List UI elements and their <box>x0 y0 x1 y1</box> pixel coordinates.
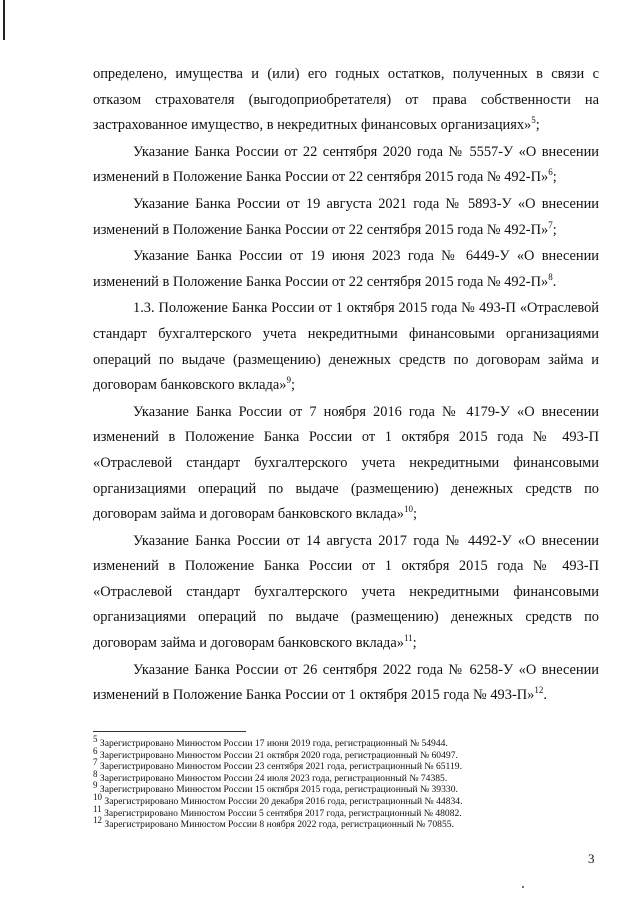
footnote-7: $^7$ Зарегистрировано Минюстом России 23 сентября 2021 года, регистрационный № 65119. <box>93 757 462 773</box>
scan-edge-line <box>3 0 5 40</box>
footnote-6: $^6$ Зарегистрировано Минюстом России 21 октября 2020 года, регистрационный № 60497. <box>93 745 458 761</box>
footnote-9: $^9$ Зарегистрировано Минюстом России 15 октября 2015 года, регистрационный № 39330. <box>93 780 458 796</box>
footnotes <box>93 733 599 831</box>
scan-speck <box>522 886 524 888</box>
footnote-12: $^{12}$ Зарегистрировано Минюстом России 8 ноября 2022 года, регистрационный № 70855. <box>93 814 454 831</box>
document-body <box>93 62 599 709</box>
paragraph-ukazanie-6449: Указание Банка России от 19 июня 2023 года № 6449-У «О внесении изменений в Положение Банка России от 22 сентября 2015 года № 492-П»$^8$. <box>93 248 599 290</box>
footnote-8: $^8$ Зарегистрировано Минюстом России 24 июля 2023 года, регистрационный № 74385. <box>93 768 448 784</box>
paragraph-ukazanie-4179: Указание Банка России от 7 ноября 2016 года № 4179-У «О внесении изменений в Положение Банка России от 1 октября 2015 года № 493-П «Отраслевой стандарт бухгалтерского учета некредитными финансовыми организациями операций по выдаче (размещению) денежных средств по договорам займа и договорам банковского вклада»$^{10}$; <box>93 403 599 523</box>
paragraph-item-1-3: 1.3. Положение Банка России от 1 октября 2015 года № 493-П «Отраслевой стандарт бухгалтерского учета некредитными финансовыми организациями операций по выдаче (размещению) денежных средств по договорам займа и договорам банковского вклада»$^9$; <box>93 300 599 394</box>
footnote-5: $^5$ Зарегистрировано Минюстом России 17 июня 2019 года, регистрационный № 54944. <box>93 733 448 749</box>
paragraph-ukazanie-4492: Указание Банка России от 14 августа 2017 года № 4492-У «О внесении изменений в Положение Банка России от 1 октября 2015 года № 493-П «Отраслевой стандарт бухгалтерского учета некредитными финансовыми организациями операций по выдаче (размещению) денежных средств по договорам займа и договорам банковского вклада»$^{11}$; <box>93 532 599 652</box>
paragraph-ukazanie-5893: Указание Банка России от 19 августа 2021 года № 5893-У «О внесении изменений в Положение Банка России от 22 сентября 2015 года № 492-П»$^7$; <box>93 195 599 238</box>
footnote-11: $^{11}$ Зарегистрировано Минюстом России 5 сентября 2017 года, регистрационный № 48082. <box>93 803 462 819</box>
paragraph-continuation: определено, имущества и (или) его годных остатков, полученных в связи с отказом страхователя (выгодоприобретателя) от права собственности на застрахованное имущество, в некредитных финансовых организациях»$^5$; <box>93 66 599 134</box>
paragraph-ukazanie-5557: Указание Банка России от 22 сентября 2020 года № 5557-У «О внесении изменений в Положение Банка России от 22 сентября 2015 года № 492-П»$^6$; <box>93 143 599 186</box>
paragraph-ukazanie-6258: Указание Банка России от 26 сентября 2022 года № 6258-У «О внесении изменений в Положение Банка России от 1 октября 2015 года № 493-П»$^{12}$. <box>93 661 599 704</box>
page-number: 3 <box>588 851 595 866</box>
footnote-10: $^{10}$ Зарегистрировано Минюстом России 20 декабря 2016 года, регистрационный № 44834. <box>93 791 463 807</box>
footnote-separator <box>93 731 246 732</box>
